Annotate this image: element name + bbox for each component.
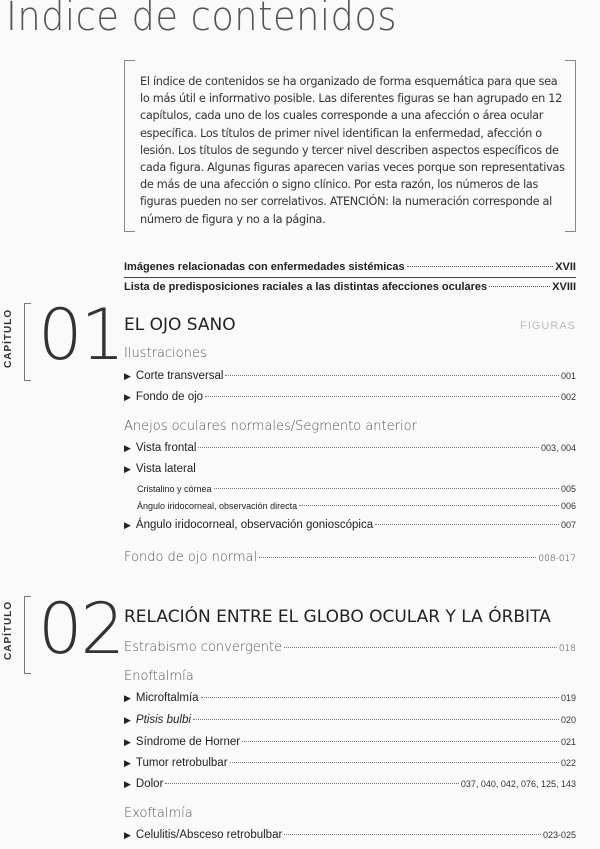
front-matter-row[interactable] bbox=[124, 261, 576, 273]
separator bbox=[124, 277, 576, 278]
entry-label: Vista lateral bbox=[135, 463, 196, 475]
toc-entry[interactable] bbox=[124, 391, 576, 403]
intro-box bbox=[124, 60, 576, 232]
entry-label: Dolor bbox=[135, 778, 164, 790]
section-heading: Exoftalmía bbox=[124, 806, 193, 821]
triangle-bullet-icon: ▶ bbox=[124, 464, 131, 474]
entry-label: Celulitis/Absceso retrobulbar bbox=[135, 829, 283, 841]
triangle-bullet-icon: ▶ bbox=[124, 758, 131, 768]
leader-dots bbox=[230, 762, 559, 763]
chapter-bracket bbox=[24, 303, 31, 381]
toc-entry[interactable] bbox=[124, 829, 576, 841]
leader-dots bbox=[284, 647, 557, 648]
triangle-bullet-icon: ▶ bbox=[124, 715, 131, 725]
front-matter-label: Lista de predisposiciones raciales a las distintas afecciones oculares bbox=[124, 281, 488, 293]
leader-dots bbox=[201, 697, 559, 698]
entry-page: 001 bbox=[560, 371, 576, 381]
toc-subentry[interactable] bbox=[137, 484, 576, 494]
leader-dots bbox=[299, 505, 559, 506]
entry-page: 022 bbox=[560, 758, 576, 768]
bracket-left bbox=[124, 60, 135, 232]
section-heading: Anejos oculares normales/Segmento anterior bbox=[124, 419, 417, 434]
entry-label: Estrabismo convergente bbox=[124, 640, 283, 655]
section-heading-entry[interactable] bbox=[124, 550, 576, 565]
entry-page: 008-017 bbox=[538, 554, 576, 564]
entry-label: Ángulo iridocorneal, observación gonioscópica bbox=[135, 519, 374, 531]
toc-entry[interactable] bbox=[124, 757, 576, 769]
leader-dots bbox=[259, 557, 536, 558]
chapter-label: CAPÍTULO bbox=[3, 600, 14, 660]
entry-label: Microftalmía bbox=[135, 692, 199, 704]
leader-dots bbox=[193, 719, 559, 720]
entry-page: 019 bbox=[560, 693, 576, 703]
leader-dots bbox=[214, 488, 559, 489]
chapter-title: RELACIÓN ENTRE EL GLOBO OCULAR Y LA ÓRBITA bbox=[124, 607, 551, 627]
entry-label: Ptisis bulbi bbox=[135, 714, 191, 726]
entry-page: 020 bbox=[560, 715, 576, 725]
entry-label: Vista frontal bbox=[135, 442, 197, 454]
triangle-bullet-icon: ▶ bbox=[124, 779, 131, 789]
entry-label: Tumor retrobulbar bbox=[135, 757, 228, 769]
chapter-number: 02 bbox=[38, 588, 124, 670]
entry-page: 023-025 bbox=[542, 830, 576, 840]
entry-page: 006 bbox=[560, 501, 576, 511]
triangle-bullet-icon: ▶ bbox=[124, 392, 131, 402]
section-heading: Ilustraciones bbox=[124, 346, 207, 361]
toc-entry[interactable] bbox=[124, 778, 576, 790]
toc-subentry[interactable] bbox=[137, 501, 576, 511]
entry-label: Fondo de ojo normal bbox=[124, 550, 258, 565]
triangle-bullet-icon: ▶ bbox=[124, 520, 131, 530]
entry-label: Síndrome de Horner bbox=[135, 736, 241, 748]
chapter-title: EL OJO SANO bbox=[124, 315, 236, 335]
entry-page: 007 bbox=[560, 520, 576, 530]
leader-dots bbox=[198, 447, 539, 448]
front-matter-page: XVIII bbox=[552, 281, 576, 293]
chapter-label: CAPÍTULO bbox=[3, 308, 14, 368]
triangle-bullet-icon: ▶ bbox=[124, 737, 131, 747]
entry-page: 005 bbox=[560, 484, 576, 494]
figures-header: FIGURAS bbox=[520, 320, 576, 332]
leader-dots bbox=[242, 741, 559, 742]
leader-dots bbox=[165, 783, 458, 784]
entry-page: 003, 004 bbox=[540, 443, 576, 453]
page-title: Indice de contenidos bbox=[6, 0, 397, 40]
leader-dots bbox=[489, 286, 550, 287]
entry-page: 002 bbox=[560, 392, 576, 402]
front-matter-page: XVII bbox=[555, 261, 576, 273]
triangle-bullet-icon: ▶ bbox=[124, 443, 131, 453]
intro-text: El índice de contenidos se ha organizado de forma esquemática para que sea lo más útil e informativo posible. Las diferentes figuras se han agrupado en 12 capítulos, cada uno de los cuales corresponde a una afección o área ocular específica. Los títulos de primer nivel identifican la enfermedad, afección o lesión. Los títulos de segundo y tercer nivel describen aspectos específicos de cada figura. Algunas figuras aparecen varias veces porque son representativas de más de una afección o signo clínico. Por esta razón, los números de las figuras pueden no ser correlativos. ATENCIÓN: la numeración corresponde al número de figura y no a la página. bbox=[140, 75, 565, 226]
entry-label: Ángulo iridocorneal, observación directa bbox=[137, 501, 298, 511]
entry-label: Fondo de ojo bbox=[135, 391, 204, 403]
entry-page: 037, 040, 042, 076, 125, 143 bbox=[460, 779, 576, 789]
front-matter-label: Imágenes relacionadas con enfermedades sistémicas bbox=[124, 261, 405, 273]
entry-page: 021 bbox=[560, 737, 576, 747]
toc-entry[interactable] bbox=[124, 442, 576, 454]
toc-entry[interactable] bbox=[124, 692, 576, 704]
leader-dots bbox=[284, 834, 541, 835]
chapter-bracket bbox=[24, 596, 31, 674]
chapter-number: 01 bbox=[38, 294, 124, 376]
toc-entry[interactable] bbox=[124, 370, 576, 382]
triangle-bullet-icon: ▶ bbox=[124, 693, 131, 703]
leader-dots bbox=[225, 375, 558, 376]
entry-page: 018 bbox=[558, 644, 576, 654]
triangle-bullet-icon: ▶ bbox=[124, 830, 131, 840]
toc-entry[interactable] bbox=[124, 714, 576, 726]
toc-entry[interactable] bbox=[124, 463, 576, 475]
toc-entry[interactable] bbox=[124, 736, 576, 748]
leader-dots bbox=[375, 524, 559, 525]
entry-label: Corte transversal bbox=[135, 370, 224, 382]
section-heading: Enoftalmía bbox=[124, 669, 194, 684]
entry-label: Cristalino y córnea bbox=[137, 484, 212, 494]
triangle-bullet-icon: ▶ bbox=[124, 371, 131, 381]
toc-entry[interactable] bbox=[124, 519, 576, 531]
front-matter-row[interactable] bbox=[124, 281, 576, 293]
section-heading-entry[interactable] bbox=[124, 640, 576, 655]
leader-dots bbox=[407, 266, 554, 267]
leader-dots bbox=[205, 396, 559, 397]
